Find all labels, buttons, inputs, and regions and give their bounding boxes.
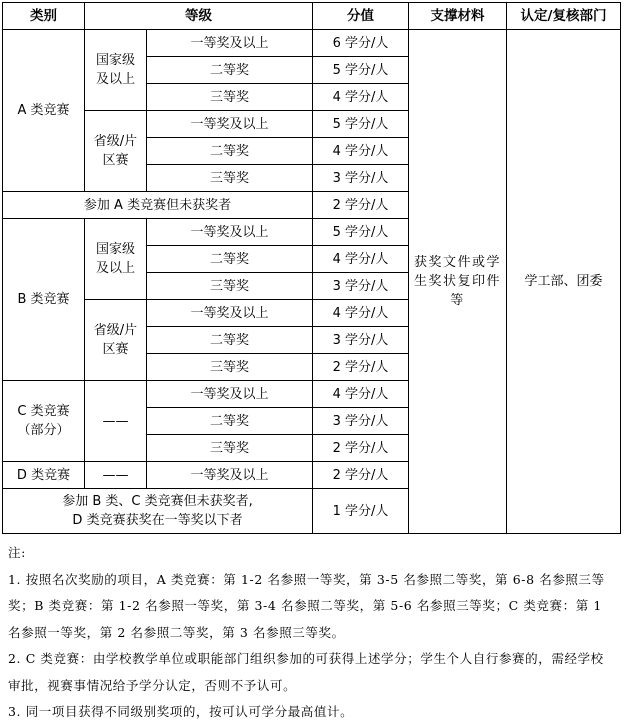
- award-second: 二等奖: [147, 408, 313, 435]
- award-third: 三等奖: [147, 354, 313, 381]
- table-header-row: [3, 3, 621, 30]
- award-third: 三等奖: [147, 435, 313, 462]
- header-material: 支撑材料: [409, 3, 507, 30]
- award-second: 二等奖: [147, 138, 313, 165]
- header-level: 等级: [85, 3, 313, 30]
- support-material: 获奖文件或学生奖状复印件等: [409, 30, 507, 534]
- category-d: D 类竞赛: [3, 462, 85, 489]
- score: 4 学分/人: [313, 246, 409, 273]
- award-third: 三等奖: [147, 165, 313, 192]
- note-item: 2. C 类竞赛：由学校教学单位或职能部门组织参加的可获得上述学分；学生个人自行参赛的，需经学校审批，视赛事情况给予学分认定，否则不予认可。: [8, 651, 604, 693]
- level-national: 国家级 及以上: [85, 30, 147, 111]
- score: 2 学分/人: [313, 435, 409, 462]
- category-c: C 类竞赛 （部分）: [3, 381, 85, 462]
- header-score: 分值: [313, 3, 409, 30]
- score: 3 学分/人: [313, 408, 409, 435]
- score: 1 学分/人: [313, 489, 409, 534]
- header-category: 类别: [3, 3, 85, 30]
- header-department: 认定/复核部门: [507, 3, 621, 30]
- category-b: B 类竞赛: [3, 219, 85, 381]
- score: 4 学分/人: [313, 138, 409, 165]
- level-none: ——: [85, 381, 147, 462]
- level-provincial: 省级/片 区赛: [85, 111, 147, 192]
- a-participate: 参加 A 类竞赛但未获奖者: [3, 192, 313, 219]
- credit-table: [2, 2, 621, 534]
- notes: [8, 540, 614, 726]
- level-provincial: 省级/片 区赛: [85, 300, 147, 381]
- score: 3 学分/人: [313, 165, 409, 192]
- department: 学工部、团委: [507, 30, 621, 534]
- score: 4 学分/人: [313, 381, 409, 408]
- level-none: ——: [85, 462, 147, 489]
- score: 2 学分/人: [313, 462, 409, 489]
- score: 2 学分/人: [313, 354, 409, 381]
- score: 3 学分/人: [313, 273, 409, 300]
- score: 4 学分/人: [313, 300, 409, 327]
- score: 5 学分/人: [313, 57, 409, 84]
- notes-title: 注:: [8, 545, 26, 560]
- award-first: 一等奖及以上: [147, 30, 313, 57]
- award-second: 二等奖: [147, 57, 313, 84]
- score: 3 学分/人: [313, 327, 409, 354]
- award-second: 二等奖: [147, 327, 313, 354]
- score: 4 学分/人: [313, 84, 409, 111]
- note-item: 1. 按照名次奖励的项目，A 类竞赛：第 1-2 名参照一等奖，第 3-5 名参照二等奖，第 6-8 名参照三等奖；B 类竞赛：第 1-2 名参照一等奖，第 3-4 名参照二等奖，第 5-6 名参照三等奖；C 类竞赛：第 1 名参照一等奖，第 2 名参照二等奖，第 3 名参照三等奖。: [8, 571, 605, 640]
- award-third: 三等奖: [147, 84, 313, 111]
- award-first: 一等奖及以上: [147, 462, 313, 489]
- score: 2 学分/人: [313, 192, 409, 219]
- level-national: 国家级 及以上: [85, 219, 147, 300]
- award-first: 一等奖及以上: [147, 381, 313, 408]
- award-second: 二等奖: [147, 246, 313, 273]
- category-a: A 类竞赛: [3, 30, 85, 192]
- score: 5 学分/人: [313, 111, 409, 138]
- table-row: [3, 30, 621, 57]
- award-first: 一等奖及以上: [147, 219, 313, 246]
- bcd-participate: 参加 B 类、C 类竞赛但未获奖者, D 类竞赛获奖在一等奖以下者: [3, 489, 313, 534]
- award-first: 一等奖及以上: [147, 300, 313, 327]
- note-item: 3. 同一项目获得不同级别奖项的，按可认可学分最高值计。: [8, 704, 354, 719]
- award-third: 三等奖: [147, 273, 313, 300]
- award-first: 一等奖及以上: [147, 111, 313, 138]
- score: 5 学分/人: [313, 219, 409, 246]
- score: 6 学分/人: [313, 30, 409, 57]
